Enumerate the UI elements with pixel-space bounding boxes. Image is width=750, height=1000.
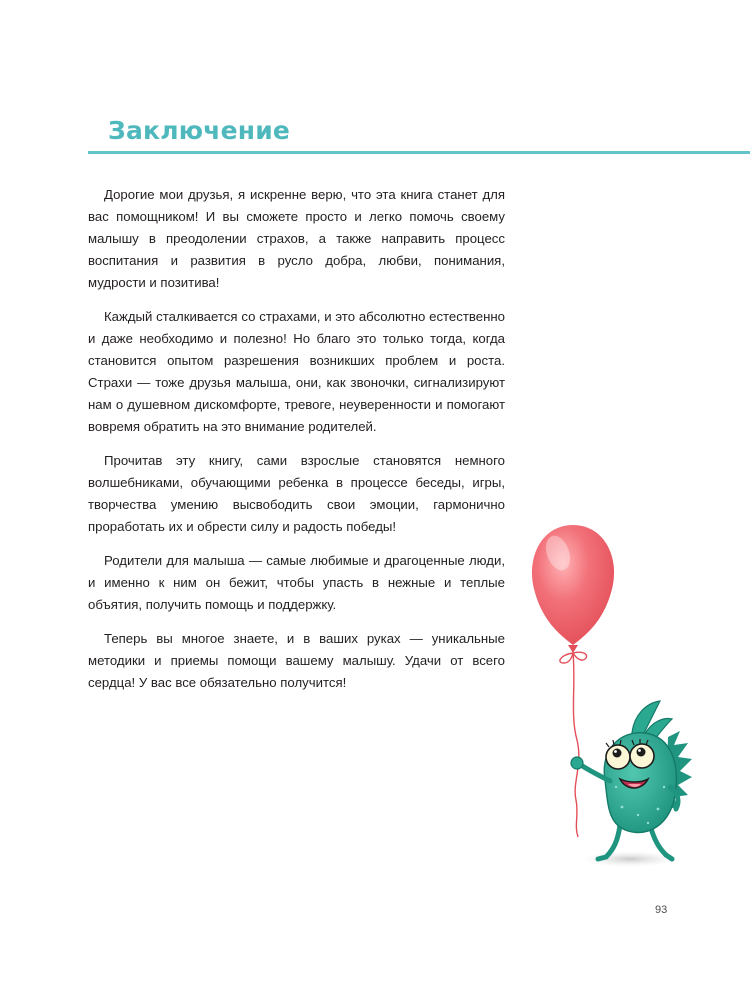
balloon-creature-icon	[520, 525, 720, 875]
creature	[571, 701, 692, 859]
paragraph: Прочитав эту книгу, сами взрослые становятся немного волшебниками, обучающими ребенка в процессе беседы, игры, творчества умению высвободить свои эмоции, гармонично проработать их и обрести силу и радость победы!	[88, 453, 505, 534]
paragraph: Дорогие мои друзья, я искренне верю, что эта книга станет для вас помощником! И вы сможете просто и легко помочь своему малышу в преодолении страхов, а также направить процесс воспитания и развития в русло добра, любви, понимания, мудрости и позитива!	[88, 187, 505, 290]
balloon-string	[573, 653, 579, 837]
balloon	[532, 525, 614, 663]
page-number: 93	[655, 904, 668, 916]
body-text	[88, 184, 505, 706]
chapter-title: Заключение	[108, 116, 291, 145]
paragraph: Теперь вы многое знаете, и в ваших руках — уникальные методики и приемы помощи вашему малышу. Удачи от всего сердца! У вас все обязательно получится!	[88, 631, 505, 690]
paragraph: Родители для малыша — самые любимые и драгоценные люди, и именно к ним он бежит, чтобы упасть в нежные и теплые объятия, получить помощь и поддержку.	[88, 553, 505, 612]
paragraph: Каждый сталкивается со страхами, и это абсолютно естественно и даже необходимо и полезно! Но благо это только тогда, когда становится опытом разрешения возникших проблем и роста. Страхи — тоже друзья малыша, они, как звоночки, сигнализируют нам о душевном дискомфорте, тревоге, неуверенности и помогают вовремя обратить на это внимание родителей.	[88, 309, 505, 434]
title-divider	[88, 151, 750, 154]
